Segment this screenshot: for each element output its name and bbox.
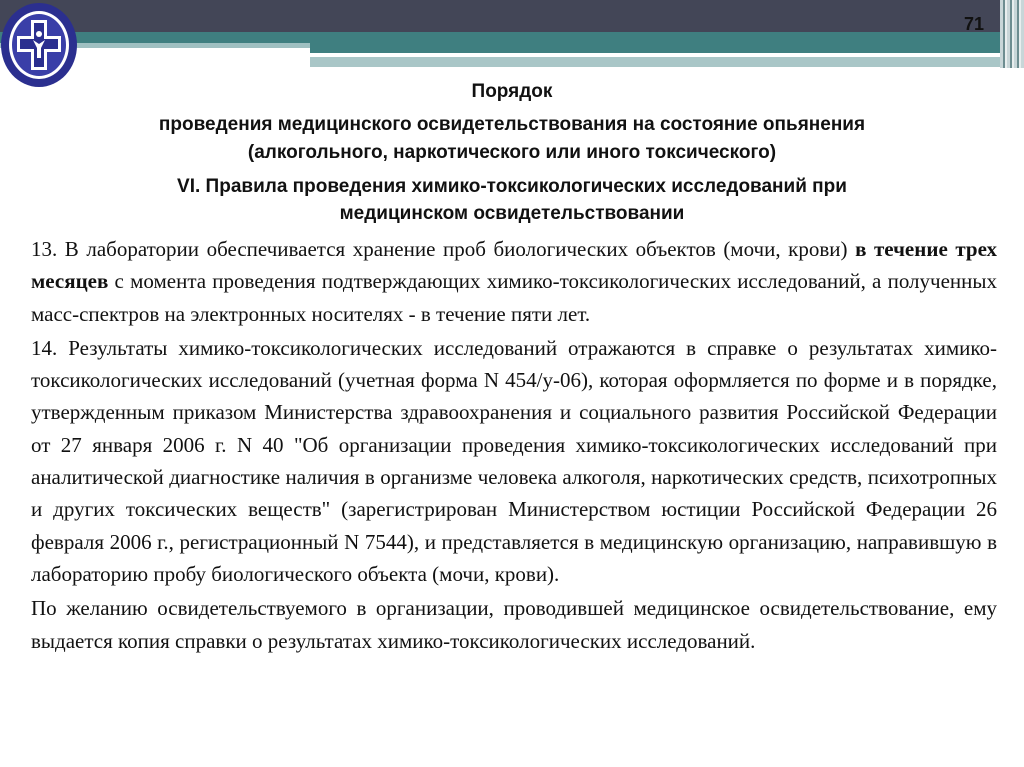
title-line: Порядок bbox=[471, 81, 553, 102]
header-stripe bbox=[310, 43, 1000, 53]
paragraph-14: 14. Результаты химико-токсикологических исследований отражаются в справке о результатах химико-токсикологических исследований (учетная форма N 454/у-06), которая оформляется по форме и в порядке, утвержденным приказом Министерства здравоохранения и социального развития Российской Федерации от 27 января 2006 г. N 40 "Об организации проведения химико-токсикологических исследований при аналитической диагностике наличия в организме человека алкоголя, наркотических средств, психотропных и других токсических веществ" (зарегистрирован Министерством юстиции Российской Федерации 26 февраля 2006 г., регистрационный N 7544), и представляется в медицинскую организацию, направившую в лабораторию пробу биологического объекта (мочи, крови). bbox=[31, 335, 997, 586]
text: с момента проведения подтверждающих химико-токсикологических исследований, а полученных масс-спектров на электронных носителях - в течение пяти лет. bbox=[31, 269, 997, 326]
header-stripe bbox=[310, 57, 1000, 67]
paragraph-15: По желанию освидетельствуемого в организации, проводившей медицинское освидетельствование, ему выдается копия справки о результатах химико-токсикологических исследований. bbox=[31, 596, 997, 653]
header-bar bbox=[0, 0, 1024, 32]
header-stripe bbox=[0, 32, 1000, 43]
text: 13. В лаборатории обеспечивается хранение проб биологических объектов (мочи, крови) bbox=[31, 237, 856, 261]
section-heading: VI. Правила проведения химико-токсикологических исследований при bbox=[177, 176, 847, 197]
title-line: проведения медицинского освидетельствования на состояние опьянения bbox=[158, 114, 866, 135]
dispensary-logo bbox=[0, 2, 80, 88]
slide-body bbox=[31, 233, 997, 659]
paragraph-13 bbox=[31, 233, 997, 330]
page-number: 71 bbox=[964, 14, 985, 34]
section-heading: медицинском освидетельствовании bbox=[339, 203, 685, 224]
emphasis: в течение трех месяцев bbox=[31, 237, 997, 294]
decorative-stripes bbox=[1000, 0, 1024, 68]
title-line: (алкогольного, наркотического или иного токсического) bbox=[247, 142, 777, 163]
